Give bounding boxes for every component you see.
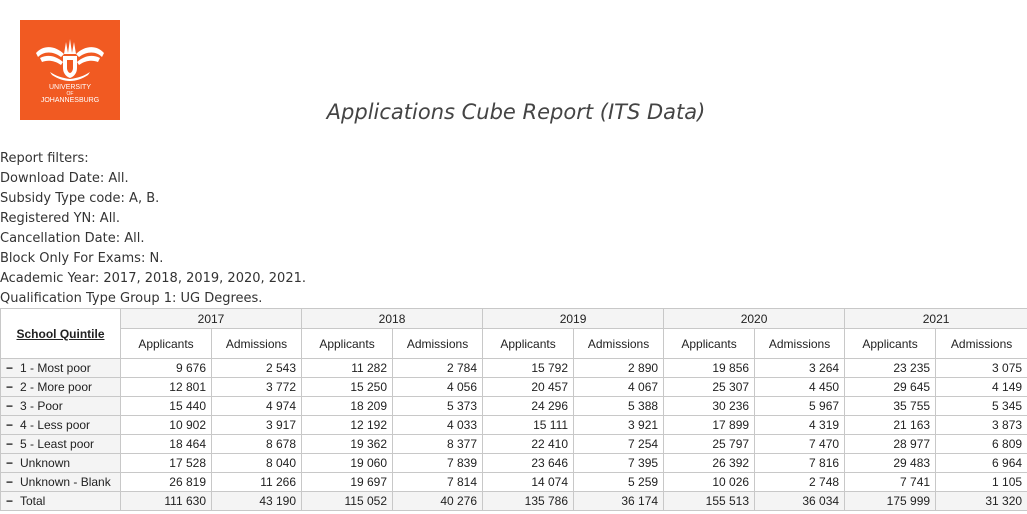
value-cell: 18 209: [302, 397, 393, 416]
value-cell: 26 819: [121, 473, 212, 492]
row-header[interactable]: [1, 416, 121, 435]
value-cell: 23 646: [483, 454, 574, 473]
table-row: [1, 359, 1027, 378]
row-label: 1 - Most poor: [20, 361, 91, 375]
collapse-icon[interactable]: −: [6, 494, 14, 508]
value-cell: 4 056: [393, 378, 483, 397]
value-cell: 1 105: [936, 473, 1027, 492]
value-cell: 19 856: [664, 359, 755, 378]
value-cell: 7 741: [845, 473, 936, 492]
value-cell: 14 074: [483, 473, 574, 492]
filter-download-date: Download Date: All.: [0, 171, 129, 186]
row-label: Unknown - Blank: [20, 475, 111, 489]
value-cell: 36 174: [574, 492, 664, 511]
value-cell: 17 899: [664, 416, 755, 435]
measure-header-admissions: Admissions: [393, 329, 483, 359]
value-cell: 4 450: [755, 378, 845, 397]
value-cell: 7 814: [393, 473, 483, 492]
value-cell: 6 809: [936, 435, 1027, 454]
collapse-icon[interactable]: −: [6, 475, 14, 489]
filter-cancellation-date: Cancellation Date: All.: [0, 231, 145, 246]
value-cell: 19 362: [302, 435, 393, 454]
logo-text-of: OF: [66, 91, 74, 97]
value-cell: 17 528: [121, 454, 212, 473]
year-header-2020[interactable]: 2020: [664, 309, 845, 329]
filter-qualification-type: Qualification Type Group 1: UG Degrees.: [0, 291, 263, 306]
collapse-icon[interactable]: −: [6, 456, 14, 470]
table-row: [1, 397, 1027, 416]
value-cell: 12 801: [121, 378, 212, 397]
value-cell: 3 264: [755, 359, 845, 378]
row-header[interactable]: [1, 492, 121, 511]
value-cell: 40 276: [393, 492, 483, 511]
value-cell: 6 964: [936, 454, 1027, 473]
row-header[interactable]: [1, 359, 121, 378]
value-cell: 25 797: [664, 435, 755, 454]
value-cell: 4 319: [755, 416, 845, 435]
table-row: [1, 416, 1027, 435]
value-cell: 7 254: [574, 435, 664, 454]
value-cell: 19 060: [302, 454, 393, 473]
value-cell: 29 483: [845, 454, 936, 473]
value-cell: 29 645: [845, 378, 936, 397]
value-cell: 10 026: [664, 473, 755, 492]
logo-text-university: UNIVERSITY: [48, 84, 91, 91]
value-cell: 15 250: [302, 378, 393, 397]
value-cell: 28 977: [845, 435, 936, 454]
value-cell: 15 111: [483, 416, 574, 435]
filter-subsidy-type: Subsidy Type code: A, B.: [0, 191, 160, 206]
value-cell: 36 034: [755, 492, 845, 511]
value-cell: 15 792: [483, 359, 574, 378]
cube-body: [1, 359, 1027, 511]
value-cell: 26 392: [664, 454, 755, 473]
value-cell: 25 307: [664, 378, 755, 397]
row-label: Total: [20, 494, 46, 508]
filter-academic-year: Academic Year: 2017, 2018, 2019, 2020, 2021.: [0, 271, 307, 286]
row-label: 2 - More poor: [20, 380, 93, 394]
table-row: [1, 378, 1027, 397]
filter-registered: Registered YN: All.: [0, 211, 121, 226]
value-cell: 19 697: [302, 473, 393, 492]
value-cell: 2 543: [212, 359, 302, 378]
value-cell: 8 040: [212, 454, 302, 473]
value-cell: 2 890: [574, 359, 664, 378]
row-label: Unknown: [20, 456, 71, 470]
value-cell: 3 917: [212, 416, 302, 435]
value-cell: 8 678: [212, 435, 302, 454]
measure-header-applicants: Applicants: [483, 329, 574, 359]
year-header-2018[interactable]: 2018: [302, 309, 483, 329]
measure-header-applicants: Applicants: [302, 329, 393, 359]
value-cell: 7 395: [574, 454, 664, 473]
filter-heading: Report filters:: [0, 151, 89, 166]
value-cell: 11 282: [302, 359, 393, 378]
value-cell: 43 190: [212, 492, 302, 511]
cube-table: [0, 308, 1027, 511]
collapse-icon[interactable]: −: [6, 399, 14, 413]
year-header-2021[interactable]: 2021: [845, 309, 1027, 329]
table-row: [1, 435, 1027, 454]
value-cell: 24 296: [483, 397, 574, 416]
value-cell: 30 236: [664, 397, 755, 416]
value-cell: 7 470: [755, 435, 845, 454]
value-cell: 23 235: [845, 359, 936, 378]
measure-header-applicants: Applicants: [664, 329, 755, 359]
value-cell: 35 755: [845, 397, 936, 416]
row-header[interactable]: [1, 473, 121, 492]
value-cell: 11 266: [212, 473, 302, 492]
value-cell: 22 410: [483, 435, 574, 454]
value-cell: 135 786: [483, 492, 574, 511]
value-cell: 5 373: [393, 397, 483, 416]
row-label: 3 - Poor: [20, 399, 63, 413]
value-cell: 4 974: [212, 397, 302, 416]
collapse-icon[interactable]: −: [6, 418, 14, 432]
value-cell: 18 464: [121, 435, 212, 454]
value-cell: 115 052: [302, 492, 393, 511]
year-header-2017[interactable]: 2017: [121, 309, 302, 329]
row-label: 5 - Least poor: [20, 437, 95, 451]
value-cell: 7 839: [393, 454, 483, 473]
measure-header-applicants: Applicants: [845, 329, 936, 359]
filter-block-exams: Block Only For Exams: N.: [0, 251, 164, 266]
value-cell: 4 067: [574, 378, 664, 397]
logo-text-johannesburg: JOHANNESBURG: [40, 97, 100, 104]
value-cell: 9 676: [121, 359, 212, 378]
value-cell: 4 033: [393, 416, 483, 435]
year-header-2019[interactable]: 2019: [483, 309, 664, 329]
value-cell: 3 772: [212, 378, 302, 397]
collapse-icon[interactable]: −: [6, 380, 14, 394]
value-cell: 12 192: [302, 416, 393, 435]
value-cell: 8 377: [393, 435, 483, 454]
value-cell: 5 967: [755, 397, 845, 416]
value-cell: 5 345: [936, 397, 1027, 416]
value-cell: 111 630: [121, 492, 212, 511]
value-cell: 5 388: [574, 397, 664, 416]
row-label: 4 - Less poor: [20, 418, 91, 432]
value-cell: 7 816: [755, 454, 845, 473]
value-cell: 4 149: [936, 378, 1027, 397]
value-cell: 15 440: [121, 397, 212, 416]
collapse-icon[interactable]: −: [6, 437, 14, 451]
table-row: [1, 492, 1027, 511]
value-cell: 2 748: [755, 473, 845, 492]
table-row: [1, 454, 1027, 473]
report-title: Applications Cube Report (ITS Data): [326, 100, 706, 124]
value-cell: 31 320: [936, 492, 1027, 511]
value-cell: 5 259: [574, 473, 664, 492]
row-header[interactable]: [1, 435, 121, 454]
row-header[interactable]: [1, 397, 121, 416]
report-filters: [0, 149, 306, 309]
measure-header-admissions: Admissions: [755, 329, 845, 359]
school-quintile-header[interactable]: School Quintile: [1, 309, 121, 359]
value-cell: 175 999: [845, 492, 936, 511]
value-cell: 3 921: [574, 416, 664, 435]
measure-header-admissions: Admissions: [212, 329, 302, 359]
row-header[interactable]: [1, 378, 121, 397]
value-cell: 21 163: [845, 416, 936, 435]
value-cell: 2 784: [393, 359, 483, 378]
value-cell: 20 457: [483, 378, 574, 397]
row-header[interactable]: [1, 454, 121, 473]
value-cell: 155 513: [664, 492, 755, 511]
table-row: [1, 473, 1027, 492]
value-cell: 10 902: [121, 416, 212, 435]
measure-header-applicants: Applicants: [121, 329, 212, 359]
measure-header-admissions: Admissions: [574, 329, 664, 359]
collapse-icon[interactable]: −: [6, 361, 14, 375]
value-cell: 3 873: [936, 416, 1027, 435]
measure-header-admissions: Admissions: [936, 329, 1027, 359]
value-cell: 3 075: [936, 359, 1027, 378]
